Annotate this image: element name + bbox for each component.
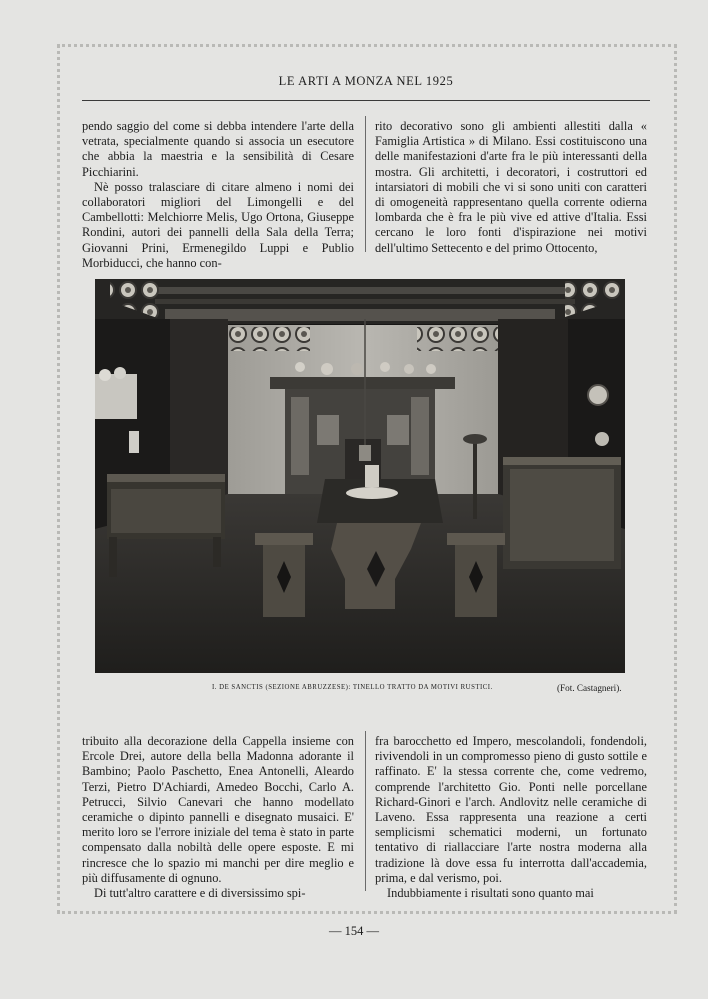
paragraph: Di tutt'altro carattere e di diversissimo spi-	[94, 886, 306, 901]
top-left-column	[82, 119, 354, 271]
paragraph: rito decorativo sono gli ambienti allestiti dalla « Famiglia Artistica » di Milano. Essi costituiscono una delle manifestazioni d'arte fra le più interessanti della mostra. Gli architetti, i decoratori, i costruttori ed intarsiatori di mobili che vi si sono uniti con caratteri di omogeneità rappresentano quella corrente odierna lombarda che è fra le più vive ed attive d'Italia. Essi cercano le loro fonti d'ispirazione nei motivi dell'ultimo Settecento e del primo Ottocento,	[375, 119, 647, 255]
bottom-right-column	[375, 734, 647, 901]
page-number: — 154 —	[329, 924, 379, 938]
paragraph: tribuito alla decorazione della Cappella insieme con Ercole Drei, autore della bella Madonna adorante il Bambino; Paolo Paschetto, Enea Antonelli, Aleardo Terzi, Pietro D'Achiardi, Amedeo Bocchi, Carlo A. Petrucci, Silvio Canevari che hanno modellato ceramiche o dipinto pannelli e disegnato musaici. E' merito loro se l'errore iniziale del tema è stato in parte compensato dalla nobiltà delle opere esposte. E mi rincresce che lo spazio mi manchi per dire meglio e più diffusamente di ognuno.	[82, 734, 354, 885]
paragraph: fra barocchetto ed Impero, mescolandoli, fondendoli, rivivendoli in un compromesso pieno di gusto sottile e raffinato. E' la stessa corrente che, come vedremo, comprende l'architetto Gio. Ponti nelle porcellane Richard-Ginori e l'arch. Andlovitz nelle ceramiche di Laveno. Essa rappresenta una reazione a certi semplicismi schematici moderni, un fortunato tentativo di riallacciare l'arte nostra moderna alla tradizione là dove essa fu interrotta dall'accademia, prima, e dal verismo, poi.	[375, 734, 647, 885]
paragraph: Indubbiamente i risultati sono quanto mai	[387, 886, 594, 901]
figure-caption: I. DE SANCTIS (SEZIONE ABRUZZESE): TINELLO TRATTO DA MOTIVI RUSTICI.	[212, 684, 493, 691]
top-right-column	[375, 119, 647, 256]
column-divider	[365, 116, 366, 252]
paragraph: pendo saggio del come si debba intendere l'arte della vetrata, specialmente quando si associa un esecutore che abbia la maestria e la sensibilità di Cesare Picchiarini.	[82, 119, 354, 179]
header-rule	[82, 100, 650, 101]
bottom-left-column	[82, 734, 354, 901]
column-divider	[365, 731, 366, 891]
interior-photograph	[95, 279, 625, 673]
paragraph: Nè posso tralasciare di citare almeno i nomi dei collaboratori migliori del Limongelli e del Cambellotti: Melchiorre Melis, Ugo Ortona, Giuseppe Rondini, autori dei pannelli della Sala della Terra; Giovanni Prini, Ermenegildo Luppi e Publio Morbiducci, che hanno con-	[82, 179, 354, 270]
running-title: LE ARTI A MONZA NEL 1925	[278, 74, 454, 88]
photo-credit: (Fot. Castagneri).	[557, 683, 622, 693]
